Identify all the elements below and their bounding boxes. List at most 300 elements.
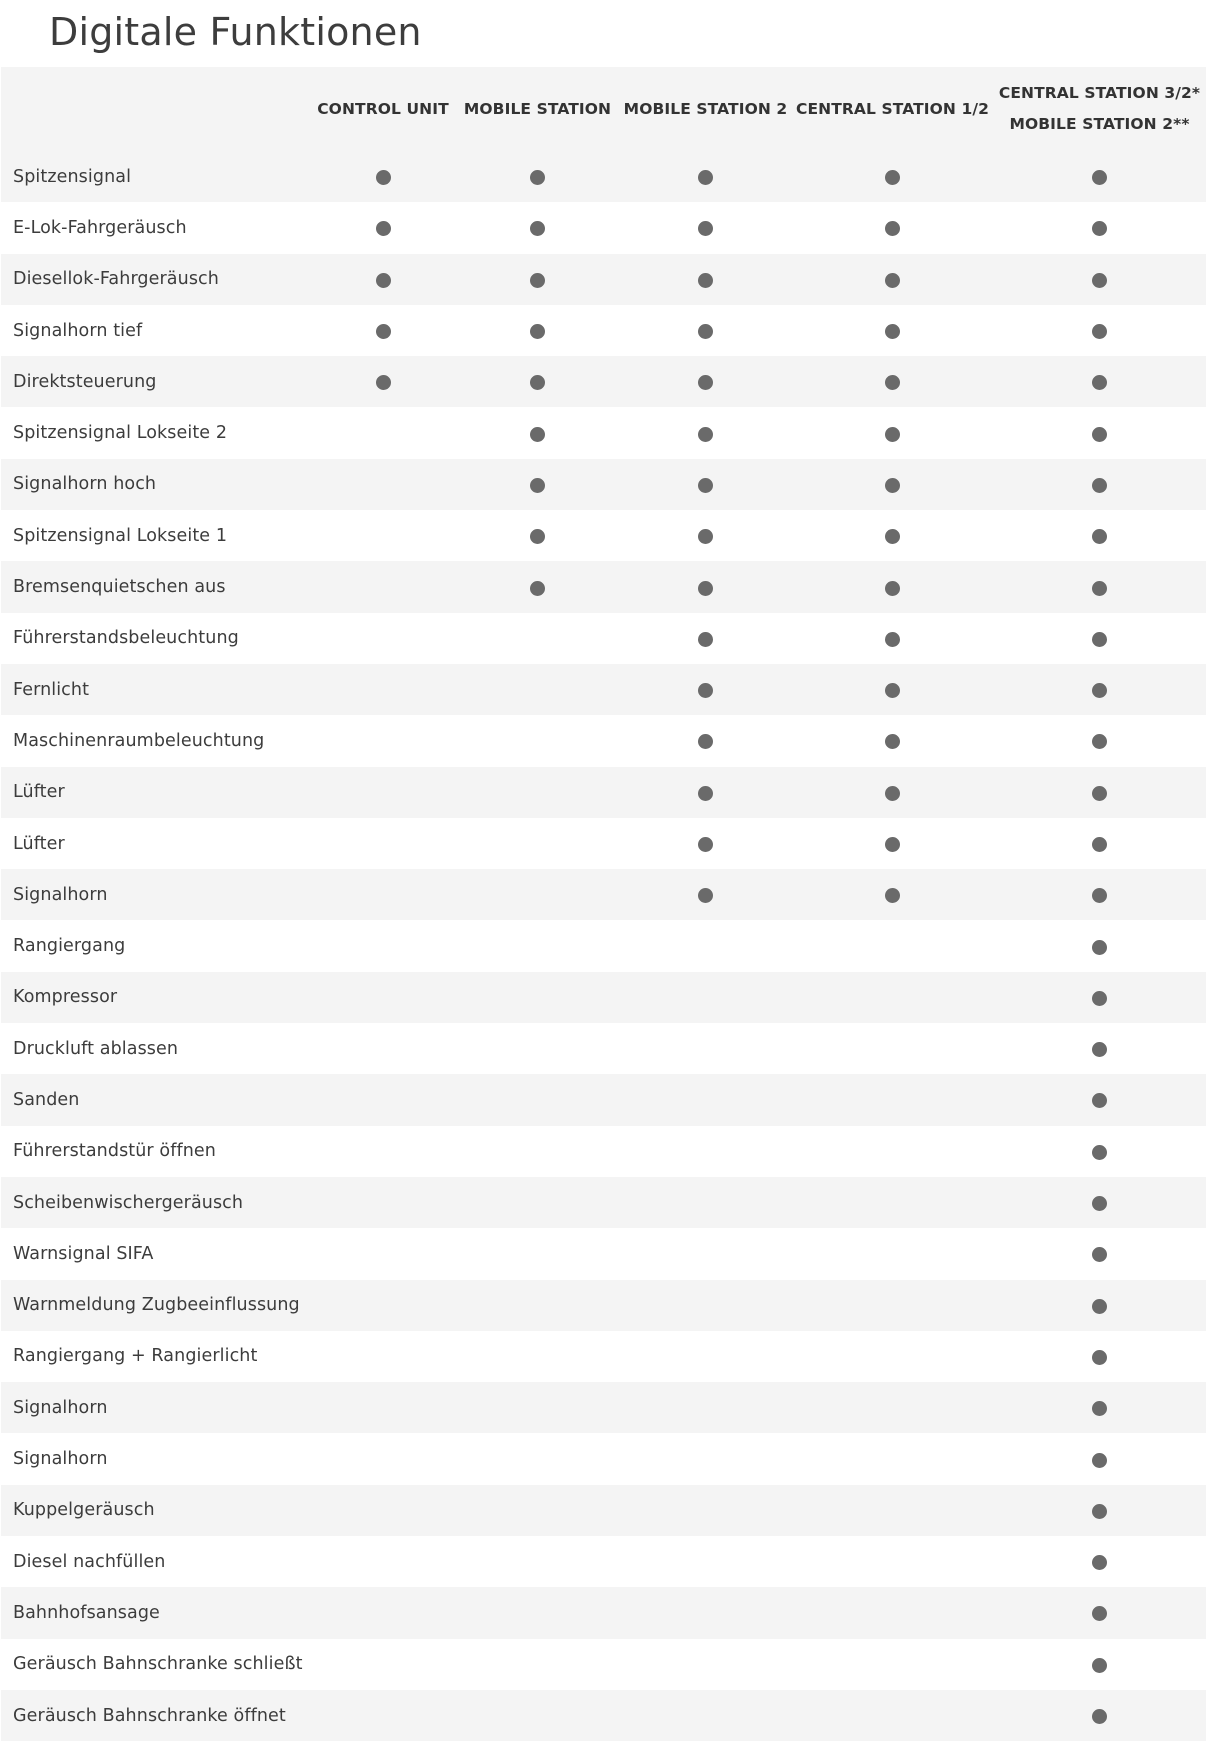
supported-dot-icon xyxy=(885,478,900,493)
support-cell xyxy=(792,1280,993,1331)
supported-dot-icon xyxy=(885,888,900,903)
header-column xyxy=(456,67,619,151)
support-cell xyxy=(792,1331,993,1382)
support-cell xyxy=(310,1331,456,1382)
support-cell xyxy=(792,972,993,1023)
supported-dot-icon xyxy=(885,581,900,596)
support-cell xyxy=(310,715,456,766)
support-cell xyxy=(993,664,1206,715)
support-cell xyxy=(310,1280,456,1331)
support-cell xyxy=(456,1587,619,1638)
support-cell xyxy=(993,818,1206,869)
support-cell xyxy=(993,407,1206,458)
table-row xyxy=(1,1177,1206,1228)
support-cell xyxy=(993,613,1206,664)
supported-dot-icon xyxy=(1092,1453,1107,1468)
supported-dot-icon xyxy=(1092,632,1107,647)
supported-dot-icon xyxy=(885,837,900,852)
function-label: Signalhorn xyxy=(13,884,108,905)
support-cell xyxy=(619,767,792,818)
support-cell xyxy=(792,1536,993,1587)
support-cell xyxy=(456,767,619,818)
function-label: E-Lok-Fahrgeräusch xyxy=(13,217,187,238)
supported-dot-icon xyxy=(530,581,545,596)
supported-dot-icon xyxy=(698,632,713,647)
supported-dot-icon xyxy=(1092,170,1107,185)
table-row xyxy=(1,1126,1206,1177)
support-cell xyxy=(792,202,993,253)
support-cell xyxy=(993,305,1206,356)
support-cell xyxy=(619,1280,792,1331)
table-row xyxy=(1,305,1206,356)
function-label: Spitzensignal Lokseite 2 xyxy=(13,423,228,444)
function-label: Rangiergang xyxy=(13,936,126,957)
supported-dot-icon xyxy=(885,221,900,236)
support-cell xyxy=(310,459,456,510)
support-cell xyxy=(993,1587,1206,1638)
support-cell xyxy=(619,202,792,253)
supported-dot-icon xyxy=(530,324,545,339)
header-column-line: MOBILE STATION xyxy=(463,99,612,118)
function-label: Kompressor xyxy=(13,987,118,1008)
supported-dot-icon xyxy=(1092,683,1107,698)
table-header xyxy=(1,67,1206,151)
supported-dot-icon xyxy=(698,581,713,596)
support-cell xyxy=(993,1280,1206,1331)
functions-table-container xyxy=(1,67,1206,1741)
table-row xyxy=(1,1639,1206,1690)
support-cell xyxy=(456,920,619,971)
support-cell xyxy=(619,1177,792,1228)
support-cell xyxy=(792,869,993,920)
support-cell xyxy=(993,869,1206,920)
support-cell xyxy=(993,1126,1206,1177)
support-cell xyxy=(993,202,1206,253)
support-cell xyxy=(792,1485,993,1536)
support-cell xyxy=(456,202,619,253)
support-cell xyxy=(310,1433,456,1484)
support-cell xyxy=(619,869,792,920)
supported-dot-icon xyxy=(698,324,713,339)
support-cell xyxy=(993,1690,1206,1741)
header-column-line: CENTRAL STATION 3/2* xyxy=(998,84,1201,102)
support-cell xyxy=(456,1382,619,1433)
support-cell xyxy=(456,869,619,920)
support-cell xyxy=(792,920,993,971)
support-cell xyxy=(993,356,1206,407)
supported-dot-icon xyxy=(698,837,713,852)
table-row xyxy=(1,818,1206,869)
function-label: Spitzensignal Lokseite 1 xyxy=(13,525,228,546)
support-cell xyxy=(792,818,993,869)
support-cell xyxy=(310,613,456,664)
support-cell xyxy=(792,459,993,510)
function-label: Rangiergang + Rangierlicht xyxy=(13,1346,258,1367)
support-cell xyxy=(619,1382,792,1433)
support-cell xyxy=(792,715,993,766)
table-row xyxy=(1,1485,1206,1536)
support-cell xyxy=(310,1382,456,1433)
header-column xyxy=(993,67,1206,151)
support-cell xyxy=(310,767,456,818)
function-label: Sanden xyxy=(13,1089,80,1110)
function-label: Warnsignal SIFA xyxy=(13,1243,154,1264)
supported-dot-icon xyxy=(885,273,900,288)
supported-dot-icon xyxy=(530,478,545,493)
page-title: Digitale Funktionen xyxy=(49,10,422,54)
support-cell xyxy=(792,1587,993,1638)
support-cell xyxy=(310,972,456,1023)
support-cell xyxy=(792,767,993,818)
support-cell xyxy=(310,818,456,869)
support-cell xyxy=(310,1126,456,1177)
support-cell xyxy=(456,1690,619,1741)
supported-dot-icon xyxy=(698,888,713,903)
table-row xyxy=(1,459,1206,510)
supported-dot-icon xyxy=(1092,478,1107,493)
header-function-label xyxy=(1,67,310,151)
function-label: Signalhorn xyxy=(13,1449,108,1470)
support-cell xyxy=(619,254,792,305)
supported-dot-icon xyxy=(530,375,545,390)
table-row xyxy=(1,1587,1206,1638)
digital-functions-table xyxy=(1,67,1206,1741)
table-row xyxy=(1,972,1206,1023)
support-cell xyxy=(456,510,619,561)
table-row xyxy=(1,1023,1206,1074)
table-row xyxy=(1,715,1206,766)
support-cell xyxy=(456,664,619,715)
supported-dot-icon xyxy=(530,273,545,288)
support-cell xyxy=(619,1074,792,1125)
function-label: Warnmeldung Zugbeeinflussung xyxy=(13,1295,300,1316)
support-cell xyxy=(792,1177,993,1228)
supported-dot-icon xyxy=(1092,221,1107,236)
support-cell xyxy=(993,459,1206,510)
support-cell xyxy=(993,715,1206,766)
support-cell xyxy=(456,715,619,766)
support-cell xyxy=(792,664,993,715)
function-label: Diesel nachfüllen xyxy=(13,1551,166,1572)
supported-dot-icon xyxy=(1092,529,1107,544)
supported-dot-icon xyxy=(698,734,713,749)
support-cell xyxy=(619,1690,792,1741)
header-column xyxy=(792,67,993,151)
table-row xyxy=(1,151,1206,202)
support-cell xyxy=(619,818,792,869)
support-cell xyxy=(456,1536,619,1587)
support-cell xyxy=(619,1331,792,1382)
supported-dot-icon xyxy=(376,324,391,339)
support-cell xyxy=(619,1587,792,1638)
support-cell xyxy=(792,613,993,664)
support-cell xyxy=(619,972,792,1023)
support-cell xyxy=(456,356,619,407)
supported-dot-icon xyxy=(698,375,713,390)
supported-dot-icon xyxy=(376,221,391,236)
support-cell xyxy=(310,664,456,715)
table-row xyxy=(1,202,1206,253)
supported-dot-icon xyxy=(1092,1555,1107,1570)
supported-dot-icon xyxy=(885,427,900,442)
support-cell xyxy=(310,1587,456,1638)
support-cell xyxy=(619,1485,792,1536)
supported-dot-icon xyxy=(530,221,545,236)
header-column-line: CENTRAL STATION 1/2 xyxy=(795,99,990,118)
support-cell xyxy=(792,1023,993,1074)
support-cell xyxy=(619,1023,792,1074)
support-cell xyxy=(619,1639,792,1690)
supported-dot-icon xyxy=(1092,837,1107,852)
function-label: Signalhorn tief xyxy=(13,320,143,341)
support-cell xyxy=(619,920,792,971)
supported-dot-icon xyxy=(1092,375,1107,390)
support-cell xyxy=(456,1228,619,1279)
supported-dot-icon xyxy=(885,632,900,647)
support-cell xyxy=(619,151,792,202)
table-row xyxy=(1,356,1206,407)
supported-dot-icon xyxy=(698,170,713,185)
support-cell xyxy=(792,1228,993,1279)
support-cell xyxy=(993,254,1206,305)
supported-dot-icon xyxy=(1092,1247,1107,1262)
supported-dot-icon xyxy=(1092,786,1107,801)
support-cell xyxy=(310,305,456,356)
supported-dot-icon xyxy=(1092,1042,1107,1057)
supported-dot-icon xyxy=(698,273,713,288)
function-label: Signalhorn xyxy=(13,1397,108,1418)
supported-dot-icon xyxy=(885,324,900,339)
header-column-line: MOBILE STATION 2 xyxy=(623,99,788,118)
function-label: Lüfter xyxy=(13,833,65,854)
support-cell xyxy=(619,1433,792,1484)
support-cell xyxy=(993,1433,1206,1484)
support-cell xyxy=(310,151,456,202)
function-label: Führerstandsbeleuchtung xyxy=(13,628,239,649)
support-cell xyxy=(619,356,792,407)
table-row xyxy=(1,767,1206,818)
header-column-line: MOBILE STATION 2** xyxy=(1009,115,1190,133)
function-label: Signalhorn hoch xyxy=(13,474,157,495)
supported-dot-icon xyxy=(1092,1196,1107,1211)
supported-dot-icon xyxy=(1092,1401,1107,1416)
support-cell xyxy=(456,561,619,612)
function-label: Geräusch Bahnschranke schließt xyxy=(13,1654,303,1675)
support-cell xyxy=(456,254,619,305)
support-cell xyxy=(993,972,1206,1023)
supported-dot-icon xyxy=(1092,1504,1107,1519)
support-cell xyxy=(993,1639,1206,1690)
supported-dot-icon xyxy=(1092,427,1107,442)
support-cell xyxy=(310,356,456,407)
header-row xyxy=(1,67,1206,151)
table-row xyxy=(1,1536,1206,1587)
support-cell xyxy=(619,459,792,510)
support-cell xyxy=(993,1228,1206,1279)
support-cell xyxy=(619,664,792,715)
support-cell xyxy=(310,202,456,253)
support-cell xyxy=(310,920,456,971)
header-column xyxy=(310,67,456,151)
support-cell xyxy=(456,1126,619,1177)
support-cell xyxy=(619,613,792,664)
support-cell xyxy=(619,715,792,766)
supported-dot-icon xyxy=(1092,1658,1107,1673)
support-cell xyxy=(310,407,456,458)
table-row xyxy=(1,510,1206,561)
support-cell xyxy=(993,561,1206,612)
supported-dot-icon xyxy=(530,529,545,544)
support-cell xyxy=(310,1074,456,1125)
supported-dot-icon xyxy=(376,273,391,288)
supported-dot-icon xyxy=(1092,1350,1107,1365)
support-cell xyxy=(456,1485,619,1536)
supported-dot-icon xyxy=(1092,940,1107,955)
support-cell xyxy=(456,151,619,202)
support-cell xyxy=(993,510,1206,561)
support-cell xyxy=(310,1639,456,1690)
support-cell xyxy=(993,151,1206,202)
support-cell xyxy=(456,1639,619,1690)
supported-dot-icon xyxy=(698,683,713,698)
table-row xyxy=(1,1382,1206,1433)
function-label: Bremsenquietschen aus xyxy=(13,577,226,598)
supported-dot-icon xyxy=(1092,1145,1107,1160)
supported-dot-icon xyxy=(698,478,713,493)
support-cell xyxy=(456,1331,619,1382)
support-cell xyxy=(619,561,792,612)
supported-dot-icon xyxy=(1092,888,1107,903)
supported-dot-icon xyxy=(885,734,900,749)
function-label: Bahnhofsansage xyxy=(13,1602,160,1623)
support-cell xyxy=(456,407,619,458)
support-cell xyxy=(993,1382,1206,1433)
table-row xyxy=(1,1331,1206,1382)
support-cell xyxy=(792,356,993,407)
table-row xyxy=(1,664,1206,715)
supported-dot-icon xyxy=(1092,1606,1107,1621)
supported-dot-icon xyxy=(698,529,713,544)
support-cell xyxy=(619,1228,792,1279)
supported-dot-icon xyxy=(530,427,545,442)
supported-dot-icon xyxy=(698,427,713,442)
table-row xyxy=(1,1433,1206,1484)
support-cell xyxy=(619,1536,792,1587)
support-cell xyxy=(619,407,792,458)
supported-dot-icon xyxy=(885,375,900,390)
support-cell xyxy=(310,1536,456,1587)
function-label: Kuppelgeräusch xyxy=(13,1500,155,1521)
support-cell xyxy=(456,1074,619,1125)
support-cell xyxy=(456,972,619,1023)
function-label: Lüfter xyxy=(13,782,65,803)
support-cell xyxy=(619,1126,792,1177)
support-cell xyxy=(792,1433,993,1484)
support-cell xyxy=(310,1690,456,1741)
function-label: Druckluft ablassen xyxy=(13,1038,179,1059)
support-cell xyxy=(310,1177,456,1228)
support-cell xyxy=(310,561,456,612)
support-cell xyxy=(792,1639,993,1690)
function-label: Maschinenraumbeleuchtung xyxy=(13,730,265,751)
supported-dot-icon xyxy=(1092,1093,1107,1108)
table-row xyxy=(1,1228,1206,1279)
function-label: Direktsteuerung xyxy=(13,371,157,392)
support-cell xyxy=(310,1228,456,1279)
support-cell xyxy=(619,305,792,356)
support-cell xyxy=(993,1177,1206,1228)
support-cell xyxy=(456,1177,619,1228)
support-cell xyxy=(792,1126,993,1177)
support-cell xyxy=(792,254,993,305)
supported-dot-icon xyxy=(376,170,391,185)
supported-dot-icon xyxy=(1092,581,1107,596)
support-cell xyxy=(310,1485,456,1536)
function-label: Scheibenwischergeräusch xyxy=(13,1192,244,1213)
table-row xyxy=(1,920,1206,971)
support-cell xyxy=(310,1023,456,1074)
support-cell xyxy=(456,613,619,664)
support-cell xyxy=(456,1023,619,1074)
support-cell xyxy=(456,1280,619,1331)
support-cell xyxy=(310,510,456,561)
support-cell xyxy=(456,818,619,869)
supported-dot-icon xyxy=(1092,734,1107,749)
supported-dot-icon xyxy=(1092,324,1107,339)
support-cell xyxy=(993,1023,1206,1074)
supported-dot-icon xyxy=(1092,1709,1107,1724)
table-row xyxy=(1,613,1206,664)
supported-dot-icon xyxy=(376,375,391,390)
table-row xyxy=(1,1690,1206,1741)
support-cell xyxy=(792,151,993,202)
header-column xyxy=(619,67,792,151)
support-cell xyxy=(993,1485,1206,1536)
table-row xyxy=(1,407,1206,458)
support-cell xyxy=(619,510,792,561)
function-label: Spitzensignal xyxy=(13,166,132,187)
supported-dot-icon xyxy=(530,170,545,185)
supported-dot-icon xyxy=(885,170,900,185)
support-cell xyxy=(792,305,993,356)
supported-dot-icon xyxy=(1092,1299,1107,1314)
table-row xyxy=(1,1074,1206,1125)
support-cell xyxy=(993,767,1206,818)
table-row xyxy=(1,561,1206,612)
support-cell xyxy=(792,407,993,458)
table-row xyxy=(1,1280,1206,1331)
table-body xyxy=(1,151,1206,1741)
function-label: Fernlicht xyxy=(13,679,90,700)
support-cell xyxy=(792,561,993,612)
support-cell xyxy=(310,869,456,920)
function-label: Führerstandstür öffnen xyxy=(13,1141,216,1162)
support-cell xyxy=(993,920,1206,971)
support-cell xyxy=(456,1433,619,1484)
support-cell xyxy=(456,459,619,510)
supported-dot-icon xyxy=(698,221,713,236)
table-row xyxy=(1,869,1206,920)
supported-dot-icon xyxy=(1092,273,1107,288)
support-cell xyxy=(792,1074,993,1125)
support-cell xyxy=(993,1536,1206,1587)
function-label: Geräusch Bahnschranke öffnet xyxy=(13,1705,286,1726)
function-label: Diesellok-Fahrgeräusch xyxy=(13,269,219,290)
supported-dot-icon xyxy=(885,786,900,801)
header-column-line: CONTROL UNIT xyxy=(317,99,449,118)
supported-dot-icon xyxy=(885,683,900,698)
supported-dot-icon xyxy=(885,529,900,544)
